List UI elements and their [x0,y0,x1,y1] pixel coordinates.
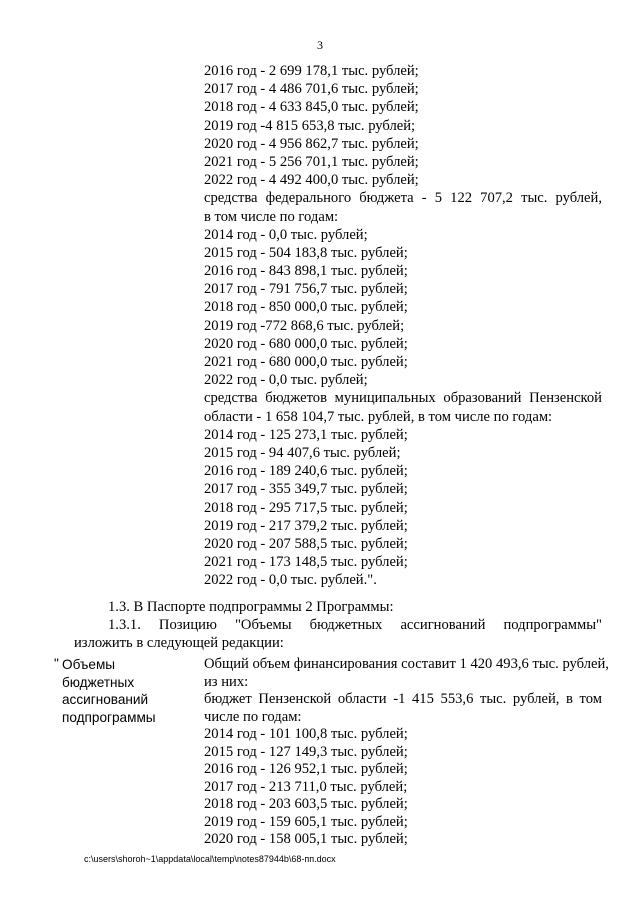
section-1-3 [74,598,602,653]
federal-heading-cont: в том числе по годам: [204,208,339,225]
list-item: 2015 год - 504 183,8 тыс. рублей; [204,244,408,261]
list-item: 2015 год - 94 407,6 тыс. рублей; [204,444,401,461]
open-quote: " [54,656,59,671]
list-item: 2018 год - 295 717,5 тыс. рублей; [204,499,408,516]
right-line: 2019 год - 159 605,1 тыс. рублей; [204,813,408,830]
list-item: 2014 год - 125 273,1 тыс. рублей; [204,426,408,443]
left-label-line: подпрограммы [62,709,156,725]
table-left-cell [54,656,192,726]
list-item: 2016 год - 2 699 178,1 тыс. рублей; [204,63,419,79]
list-item: 2022 год - 0,0 тыс. рублей; [204,372,368,389]
list-item: 2019 год - 217 379,2 тыс. рублей; [204,517,408,534]
list-item: 2017 год - 4 486 701,6 тыс. рублей; [204,81,419,98]
right-line: 2020 год - 158 005,1 тыс. рублей; [204,831,408,847]
list-item: 2016 год - 189 240,6 тыс. рублей; [204,463,408,480]
list-item: 2022 год - 0,0 тыс. рублей.". [204,572,377,589]
left-label-line: Объемы [62,657,116,672]
item-1-3-1: 1.3.1. Позицию "Объемы бюджетных ассигнований подпрограммы" [108,617,602,634]
right-line: Общий объем финансирования составит 1 420 493,6 тыс. рублей, [204,656,609,672]
list-item: 2018 год - 4 633 845,0 тыс. рублей; [204,99,419,116]
municipal-heading: средства бюджетов муниципальных образований Пензенской [204,390,602,407]
list-item: 2017 год - 355 349,7 тыс. рублей; [204,481,408,498]
left-label-line: бюджетных [62,674,135,690]
right-line: бюджет Пензенской области -1 415 553,6 тыс. рублей, в том [204,691,602,707]
right-line: числе по годам: [204,708,302,725]
list-item: 2021 год - 173 148,5 тыс. рублей; [204,554,408,571]
list-item: 2022 год - 4 492 400,0 тыс. рублей; [204,172,419,189]
right-line: 2015 год - 127 149,3 тыс. рублей; [204,743,408,760]
left-label-line: ассигнований [62,692,149,707]
right-line: 2017 год - 213 711,0 тыс. рублей; [204,778,408,795]
list-item: 2014 год - 0,0 тыс. рублей; [204,226,368,243]
table-right-cell [204,656,609,849]
list-item: 2021 год - 5 256 701,1 тыс. рублей; [204,153,419,170]
right-line: 2014 год - 101 100,8 тыс. рублей; [204,726,408,742]
list-item: 2020 год - 4 956 862,7 тыс. рублей; [204,135,419,152]
right-line: из них: [204,673,249,690]
list-item: 2016 год - 843 898,1 тыс. рублей; [204,263,408,280]
federal-heading: средства федерального бюджета - 5 122 707,2 тыс. рублей, [204,190,602,207]
page-number: 3 [317,38,323,52]
item-1-3-1-cont: изложить в следующей редакции: [74,635,284,652]
municipal-heading-cont: области - 1 658 104,7 тыс. рублей, в том числе по годам: [204,408,553,425]
item-1-3: 1.3. В Паспорте подпрограммы 2 Программы: [108,599,394,615]
list-item: 2019 год -4 815 653,8 тыс. рублей; [204,117,416,134]
footer-file-path: c:\users\shoroh~1\appdata\local\temp\notes87944b\68-пп.docx [84,854,336,864]
list-item: 2018 год - 850 000,0 тыс. рублей; [204,299,408,316]
right-line: 2018 год - 203 603,5 тыс. рублей; [204,796,408,812]
list-item: 2021 год - 680 000,0 тыс. рублей; [204,354,408,370]
list-item: 2020 год - 680 000,0 тыс. рублей; [204,335,408,352]
top-year-list [204,62,602,589]
list-item: 2020 год - 207 588,5 тыс. рублей; [204,535,408,552]
right-line: 2016 год - 126 952,1 тыс. рублей; [204,761,408,777]
list-item: 2017 год - 791 756,7 тыс. рублей; [204,281,408,298]
list-item: 2019 год -772 868,6 тыс. рублей; [204,317,405,334]
